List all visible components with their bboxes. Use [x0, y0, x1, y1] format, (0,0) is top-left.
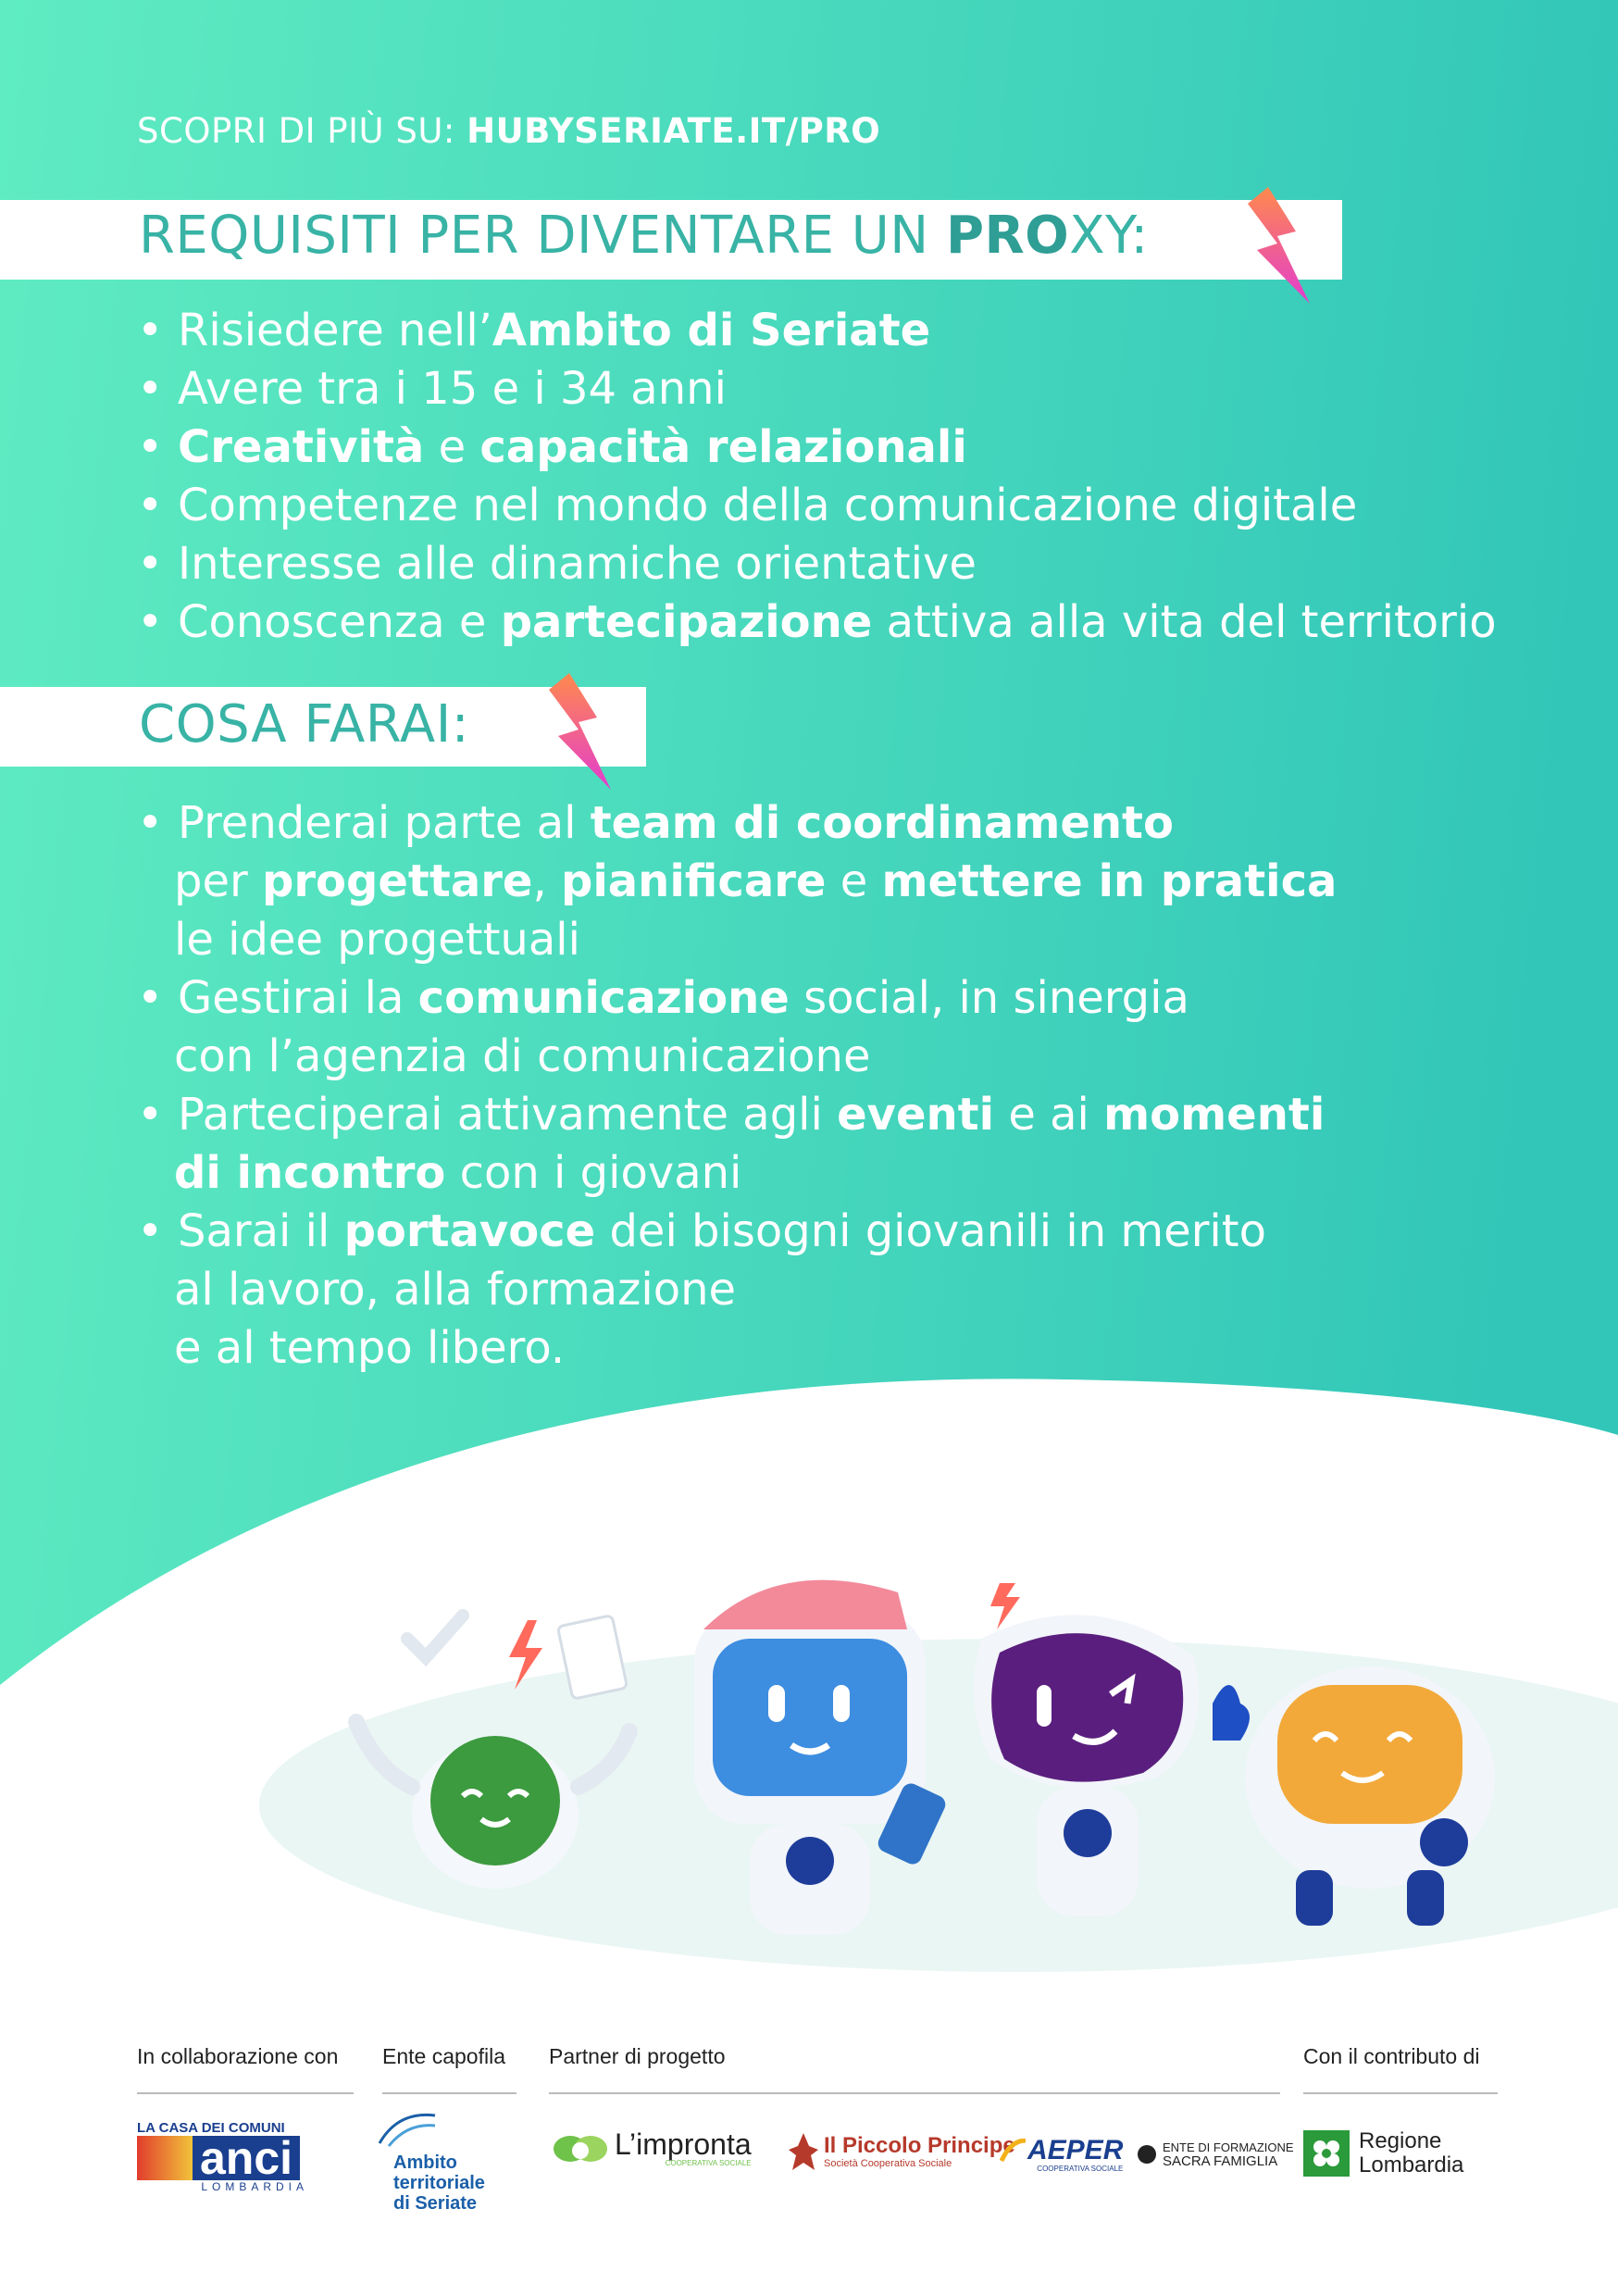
tasks-list — [137, 794, 1337, 1378]
lightning-bolt-icon — [1240, 185, 1324, 306]
regione-lombardia-logo: Regione Lombardia — [1303, 2129, 1463, 2177]
task-line: • Parteciperai attivamente agli eventi e ai momenti — [178, 1089, 1326, 1141]
purple-robot-icon — [974, 1583, 1250, 1916]
requirements-list — [137, 302, 1497, 652]
lead-label: Ente capofila — [382, 2044, 505, 2068]
sacra-famiglia-logo: ENTE DI FORMAZIONE SACRA FAMIGLIA — [1137, 2140, 1294, 2168]
task-line: le idee progettuali — [174, 914, 580, 966]
task-line: e al tempo libero. — [174, 1322, 566, 1374]
aeper-icon — [1000, 2139, 1027, 2163]
website-url[interactable] — [137, 111, 880, 151]
task-item — [137, 1203, 1337, 1378]
requirement-item: • Interesse alle dinamiche orientative — [137, 535, 1497, 593]
collab-label: In collaborazione con — [137, 2044, 339, 2068]
requirements-title: REQUISITI PER DIVENTARE UN PROXY: — [139, 206, 1149, 266]
ambito-mark-icon — [370, 2111, 444, 2148]
task-line: • Prenderai parte al team di coordinamento — [178, 797, 1174, 849]
lightning-bolt-icon — [541, 671, 625, 792]
tasks-title: COSA FARAI: — [139, 694, 470, 755]
divider — [1303, 2092, 1498, 2094]
impronta-icon — [552, 2130, 609, 2167]
task-line: • Gestirai la comunicazione social, in sinergia — [178, 972, 1189, 1024]
task-line: con l’agenzia di comunicazione — [174, 1030, 871, 1082]
impronta-logo: L’impronta COOPERATIVA SOCIALE — [552, 2129, 752, 2167]
task-line: • Sarai il portavoce dei bisogni giovanili in merito — [178, 1205, 1266, 1257]
url-link[interactable]: HUBYSERIATE.IT/PRO — [467, 111, 881, 151]
task-item — [137, 794, 1337, 969]
requirement-item: • Avere tra i 15 e i 34 anni — [137, 360, 1497, 418]
mascots-illustration — [333, 1565, 1583, 1953]
url-prefix: SCOPRI DI PIÙ SU: — [137, 111, 467, 151]
task-item — [137, 969, 1337, 1086]
requirement-item: • Creatività e capacità relazionali — [137, 418, 1497, 477]
divider — [382, 2092, 517, 2094]
divider — [549, 2092, 1280, 2094]
anci-logo: LA CASA DEI COMUNI anci LOMBARDIA — [137, 2120, 308, 2193]
piccolo-principe-icon — [787, 2131, 820, 2172]
footer — [0, 2028, 1618, 2296]
task-line: di incontro con i giovani — [174, 1147, 742, 1199]
requirement-item: • Conoscenza e partecipazione attiva alla vita del territorio — [137, 593, 1497, 652]
task-line: per progettare, pianificare e mettere in pratica — [174, 855, 1338, 907]
green-robot-icon — [356, 1616, 629, 1889]
requirement-item: • Risiedere nell’Ambito di Seriate — [137, 302, 1497, 360]
divider — [137, 2092, 354, 2094]
sacra-famiglia-icon — [1137, 2144, 1157, 2165]
piccolo-principe-logo: Il Piccolo Principe Società Cooperativa Sociale — [787, 2131, 1015, 2172]
blue-robot-icon — [694, 1580, 949, 1935]
requirement-item: • Competenze nel mondo della comunicazione digitale — [137, 477, 1497, 535]
aeper-logo: AEPER COOPERATIVA SOCIALE — [1000, 2137, 1123, 2173]
regione-lombardia-icon — [1309, 2136, 1344, 2171]
partners-label: Partner di progetto — [549, 2044, 726, 2068]
task-item — [137, 1086, 1337, 1203]
contrib-label: Con il contributo di — [1303, 2044, 1480, 2068]
ambito-seriate-logo: Ambito territoriale di Seriate — [370, 2111, 518, 2214]
task-line: al lavoro, alla formazione — [174, 1264, 737, 1316]
orange-robot-icon — [1245, 1666, 1495, 1926]
